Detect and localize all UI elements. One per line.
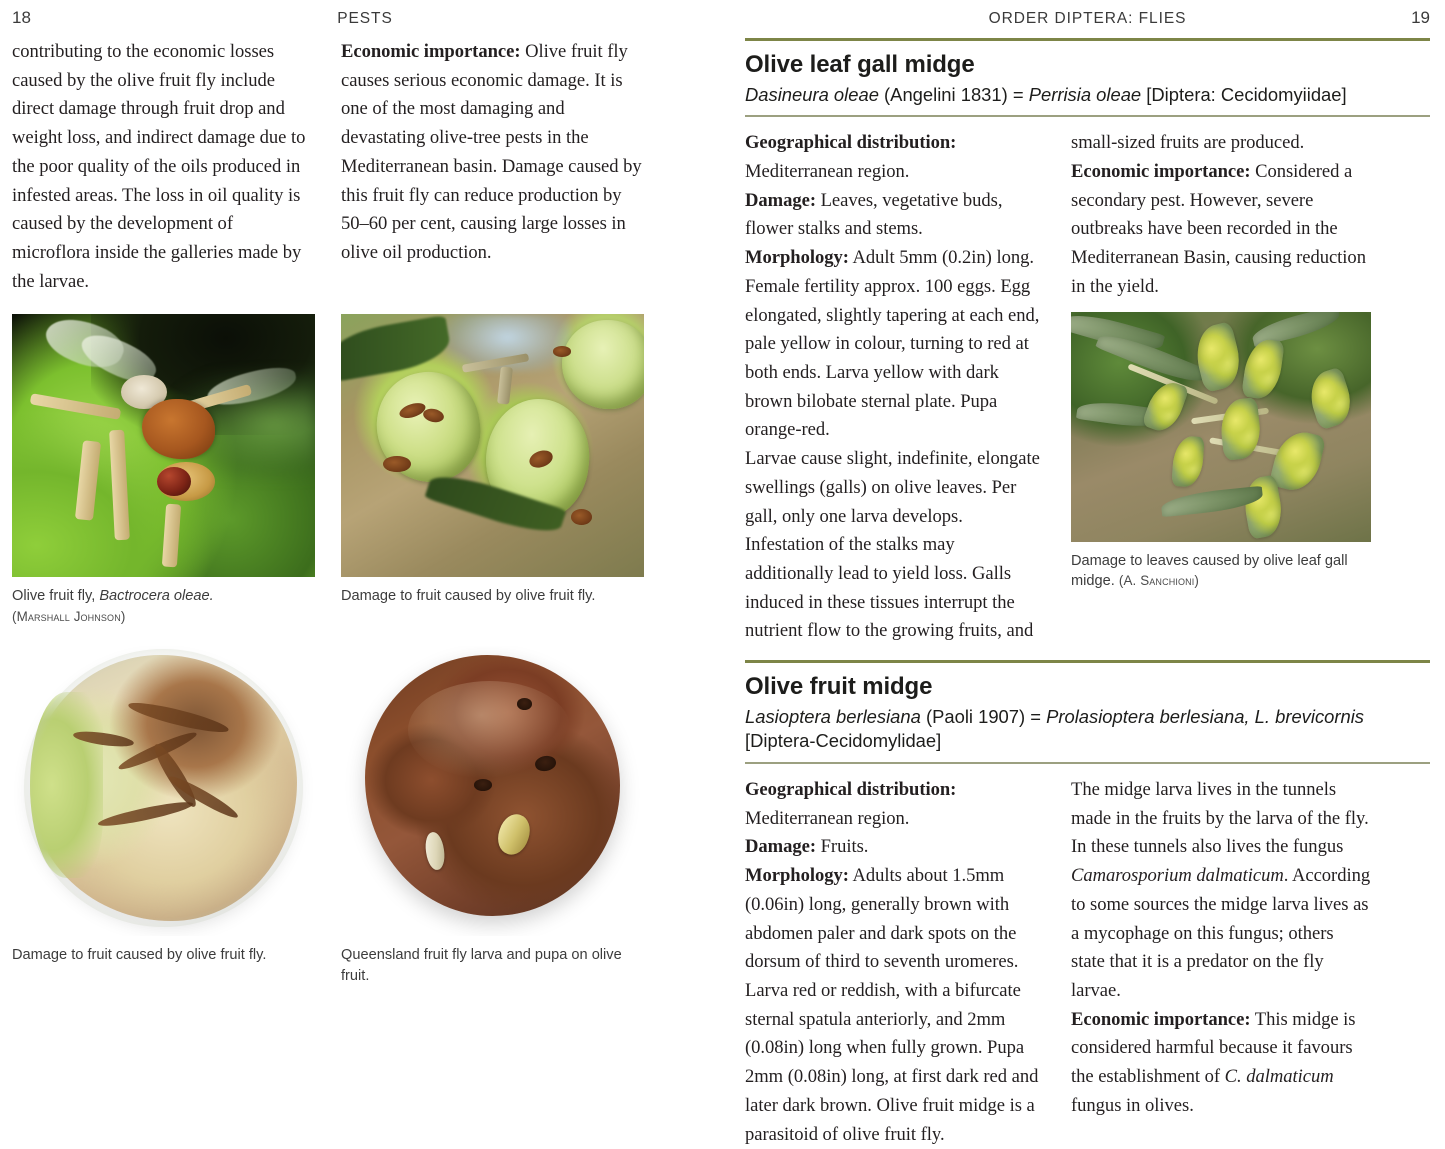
- larvae-paragraph: Larvae cause slight, indefinite, elongate swellings (galls) on olive leaves. Per gall, only one larva develops. Infestation of the stalks may additionally lead to yield loss. Galls induced in these tissues interrupt the nutrient flow to the growing fruits, and: [745, 448, 1040, 642]
- photo-credit: (A. Sanchioni): [1118, 573, 1199, 589]
- left-column-2: [341, 38, 644, 296]
- geographical-distribution-paragraph: [745, 776, 1045, 833]
- damage-paragraph: [745, 833, 1045, 862]
- economic-importance-lead: Economic importance:: [341, 41, 521, 62]
- caption-species-name: Bactrocera oleae.: [99, 588, 214, 605]
- section-2-columns: [745, 776, 1430, 1149]
- damage-paragraph: [745, 187, 1045, 244]
- sci-family: [Diptera-Cecidomylidae]: [745, 730, 942, 752]
- economic-importance-lead: Economic importance:: [1071, 160, 1251, 182]
- economic-importance-lead: Economic importance:: [1071, 1008, 1251, 1030]
- damage-lead: Damage:: [745, 189, 816, 211]
- left-col2-text: Olive fruit fly causes serious economic damage. It is one of the most damaging and devastating olive-tree pests in the Mediterranean basin. Damage caused by this fruit fly can reduce production by 50–60 per cent, causing large losses in olive oil production.: [341, 41, 642, 264]
- sci-genus-species: Dasineura oleae: [745, 83, 879, 105]
- leaf-gall: [1303, 367, 1357, 432]
- caption-olive-leaf-gall: [1071, 551, 1371, 592]
- figure-cut-olive: [12, 646, 315, 986]
- figure-queensland-fruit-fly: [341, 646, 644, 986]
- left-page: [0, 0, 730, 984]
- left-column-1: [12, 38, 315, 296]
- olive-fruit: [562, 320, 644, 409]
- fly-leg: [109, 430, 130, 541]
- oviposition-sting: [383, 456, 410, 472]
- damage-lead: Damage:: [745, 836, 816, 858]
- oviposition-sting: [571, 509, 592, 525]
- caption-cut-olive: Damage to fruit caused by olive fruit fly.: [12, 946, 267, 963]
- sci-synonym: Prolasioptera berlesiana, L. brevicornis: [1046, 706, 1365, 727]
- midge-larva-text-post: . According to some sources the midge larva lives as a mycophage on this fungus; others state that it is a predator on the fly larvae.: [1071, 865, 1371, 1001]
- fly-thorax: [142, 399, 215, 459]
- caption-queensland-fruit-fly: Queensland fruit fly larva and pupa on olive fruit.: [341, 946, 622, 984]
- geographical-distribution-paragraph: [745, 129, 1045, 186]
- figure-olive-fruit-fly: [12, 314, 315, 627]
- caption-text: Damage to leaves caused by olive leaf gall midge.: [1071, 552, 1348, 590]
- leaf-gall: [1171, 435, 1204, 488]
- section-2-rule-under-heading: [745, 762, 1430, 764]
- right-running-head: [745, 0, 1430, 38]
- sci-genus-species: Lasioptera berlesiana: [745, 706, 921, 727]
- tunnel-hole: [517, 698, 532, 710]
- caption-text: Olive fruit fly,: [12, 588, 100, 605]
- photo-credit: (Marshall Johnson): [12, 609, 126, 625]
- sci-family: [Diptera: Cecidomyiidae]: [1141, 83, 1347, 105]
- left-running-head: [12, 0, 718, 38]
- fungus-name: Camarosporium dalmaticum: [1071, 865, 1284, 887]
- species-heading-olive-fruit-midge: [745, 663, 1430, 762]
- sci-authority: (Paoli 1907) =: [920, 706, 1047, 727]
- species-common-name: Olive fruit midge: [745, 673, 933, 701]
- figure-damaged-olives: [341, 314, 644, 627]
- section-1-column-2: [1071, 129, 1371, 646]
- oviposition-sting: [553, 346, 571, 357]
- section-1-columns: [745, 129, 1430, 646]
- olive-fruit: [370, 366, 487, 490]
- morphology-paragraph: [745, 862, 1045, 977]
- morphology-lead: Morphology:: [745, 865, 849, 887]
- larva-paragraph: Larva red or reddish, with a bifurcate sternal spatula anteriorly, and 2mm (0.08in) long when fully grown. Pupa 2mm (0.08in) long, at first dark red and later dark brown. Olive fruit midge is a parasitoid of olive fruit fly.: [745, 979, 1039, 1145]
- olive-skin-rim: [24, 649, 303, 927]
- midge-larva-text-pre: The midge larva lives in the tunnels made in the fruits by the larva of the fly. In these tunnels also lives the fungus: [1071, 778, 1369, 858]
- section-2-column-1: [745, 776, 1045, 1149]
- olive-fruit-fly-photo: [12, 314, 315, 577]
- leaf-gall: [1141, 376, 1189, 435]
- leaf-gall: [1190, 321, 1246, 394]
- fungus-abbrev-name: C. dalmaticum: [1224, 1066, 1334, 1088]
- queensland-fruit-fly-larva-photo: [341, 646, 644, 936]
- economic-importance-paragraph: [1071, 1006, 1371, 1121]
- cut-olive-gallery-photo: [12, 646, 315, 936]
- geographical-distribution-lead: Geographical distribution:: [745, 132, 957, 154]
- running-head-title-right: ORDER DIPTERA: FLIES: [988, 10, 1187, 27]
- fly-leg: [161, 503, 181, 567]
- left-col1-paragraph: contributing to the economic losses caused by the olive fruit fly include direct damage through fruit drop and weight loss, and indirect damage due to the poor quality of the oils produced in infested areas. The loss in oil quality is caused by the development of microflora inside the galleries made by the larvae.: [12, 41, 306, 292]
- geographical-distribution-text: Mediterranean region.: [745, 160, 910, 182]
- species-heading-olive-leaf-gall-midge: [745, 41, 1430, 115]
- fly-leg: [75, 440, 101, 520]
- left-figure-row-1: [12, 314, 718, 627]
- damage-text: Fruits.: [816, 836, 869, 858]
- page-number-left: 18: [12, 8, 31, 27]
- morphology-text: Adult 5mm (0.2in) long. Female fertility approx. 100 eggs. Egg elongated, slightly tapering at each end, pale yellow in colour, turning to red at both ends. Larva yellow with dark brown bilobate sternal plate. Pupa orange-red.: [745, 247, 1040, 441]
- economic-importance-paragraph: [1071, 158, 1371, 302]
- olive-leaf-gall-photo: [1071, 312, 1371, 542]
- section-rule-under-heading: [745, 115, 1430, 117]
- economic-importance-text: Considered a secondary pest. However, severe outbreaks have been recorded in the Mediterranean Basin, causing reduction in the yield.: [1071, 160, 1366, 297]
- right-page: [730, 0, 1445, 1145]
- morphology-paragraph: [745, 244, 1045, 445]
- geographical-distribution-text: Mediterranean region.: [745, 807, 910, 829]
- species-scientific-name: [745, 705, 1430, 754]
- page-number-right: 19: [1411, 8, 1430, 27]
- species-scientific-name: [745, 83, 1430, 107]
- left-figure-row-2: [12, 646, 718, 986]
- midge-larva-paragraph: [1071, 776, 1371, 1006]
- fly-eye: [157, 467, 190, 496]
- caption-damaged-olives: Damage to fruit caused by olive fruit fly.: [341, 588, 596, 605]
- figure-olive-leaf-gall: [1071, 312, 1371, 592]
- economic-importance-text-post: fungus in olives.: [1071, 1094, 1194, 1116]
- economic-importance-text-pre: This midge is considered harmful because it favours the establishment of: [1071, 1008, 1356, 1088]
- section-1-col2-continuation: small-sized fruits are produced.: [1071, 132, 1305, 154]
- species-common-name: Olive leaf gall midge: [745, 51, 975, 78]
- leaf-gall: [1241, 337, 1285, 401]
- section-1-column-1: [745, 129, 1045, 646]
- damaged-olives-on-tree-photo: [341, 314, 644, 577]
- caption-olive-fruit-fly: [12, 586, 315, 627]
- sci-synonym: Perrisia oleae: [1028, 83, 1142, 105]
- damage-text: Leaves, vegetative buds, flower stalks and stems.: [745, 189, 1003, 240]
- sci-authority: (Angelini 1831) =: [878, 83, 1029, 105]
- morphology-text: Adults about 1.5mm (0.06in) long, generally brown with abdomen paler and dark spots on the dorsum of third to seventh uromeres.: [745, 865, 1019, 973]
- running-head-title-left: PESTS: [337, 10, 393, 27]
- morphology-lead: Morphology:: [745, 247, 849, 269]
- section-2-column-2: [1071, 776, 1371, 1149]
- geographical-distribution-lead: Geographical distribution:: [745, 778, 957, 800]
- left-text-columns: [12, 38, 718, 296]
- left-col2-paragraph: [341, 38, 644, 268]
